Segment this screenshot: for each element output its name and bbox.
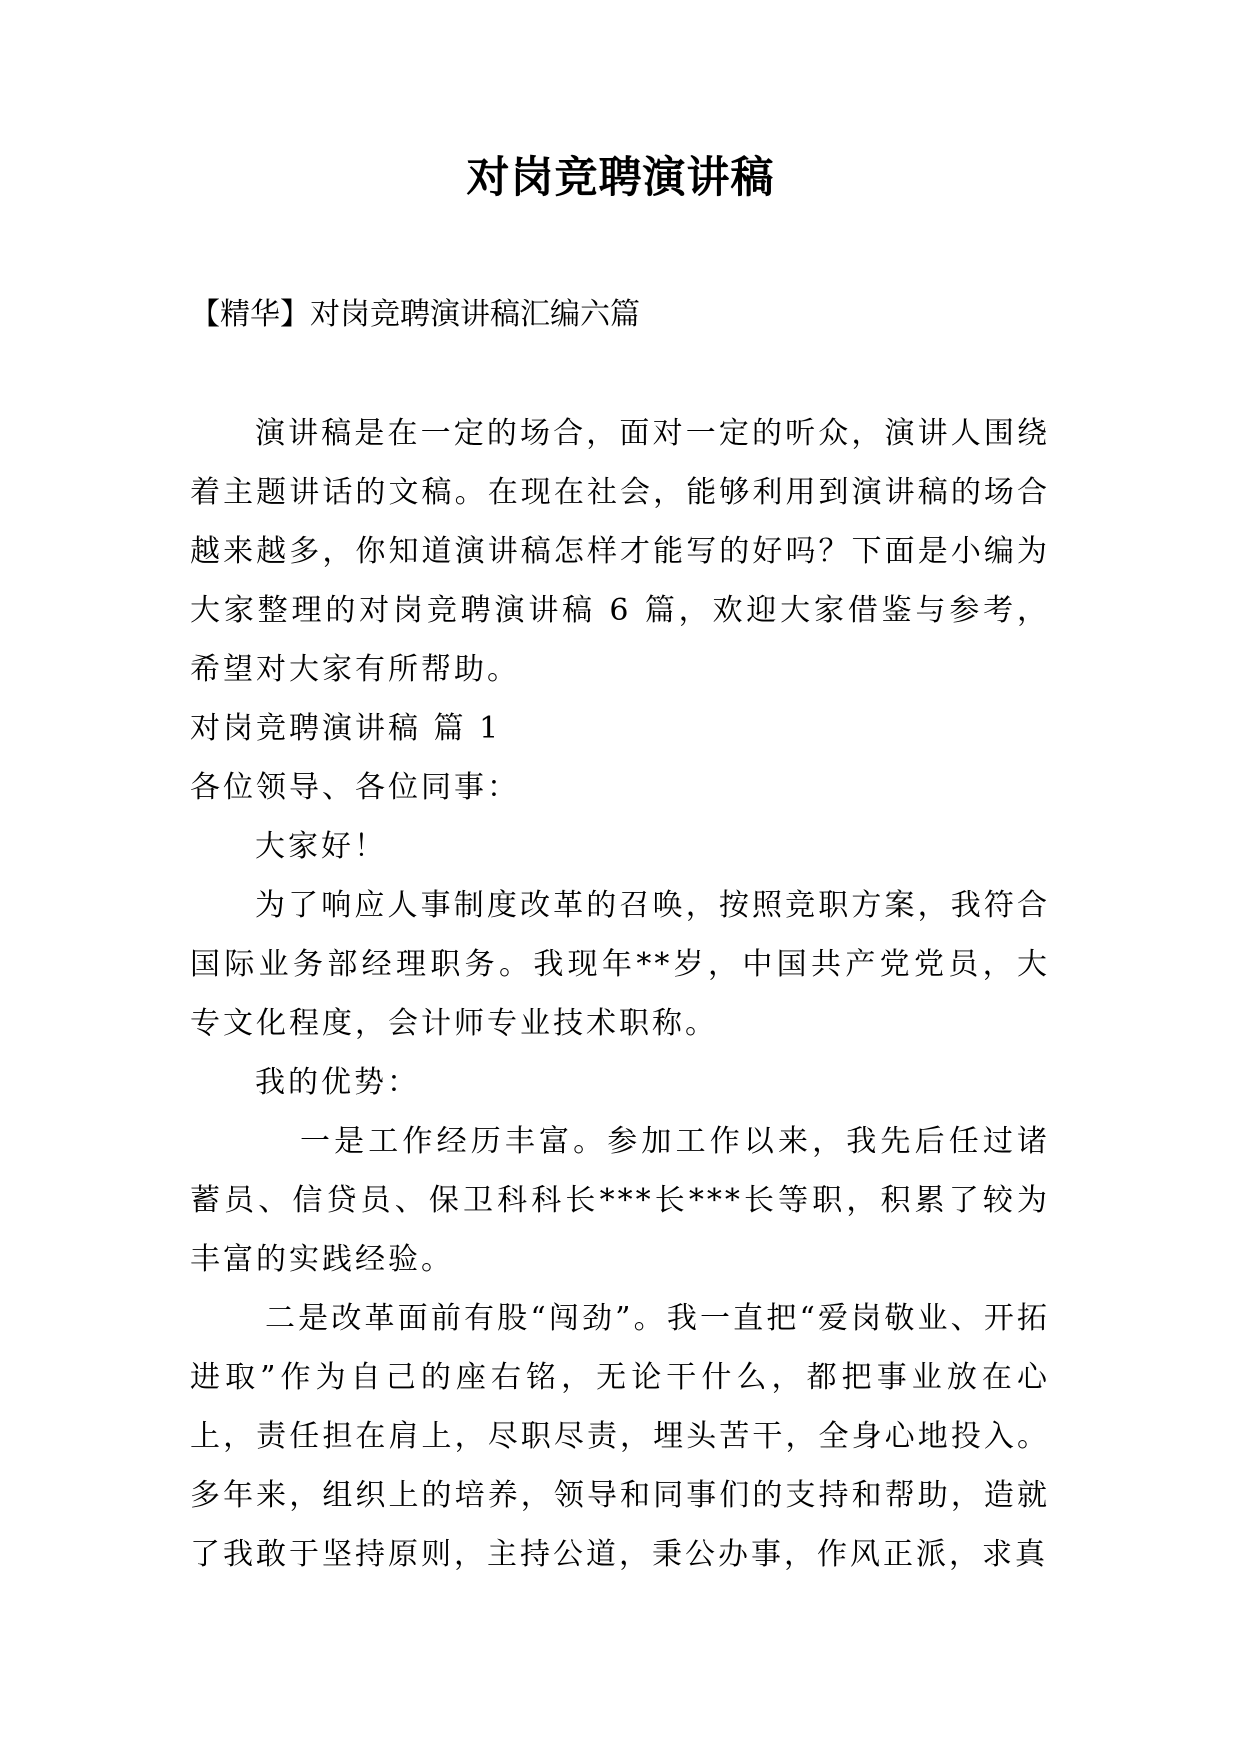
document-subtitle: 【精华】对岗竞聘演讲稿汇编六篇 bbox=[190, 297, 640, 332]
section-heading: 对岗竞聘演讲稿 篇 1 bbox=[190, 711, 502, 746]
body-paragraph: 二是改革面前有股“闯劲”。我一直把“爱岗敬业、开拓进取”作为自己的座右铭，无论干什么，都把事业放在心上，责任担在肩上，尽职尽责，埋头苦干，全身心地投入。多年来，组织上的培养，领导和同事们的支持和帮助，造就了我敢于坚持原则，主持公道，秉公办事，作风正派，求真 bbox=[190, 1301, 1050, 1572]
body-paragraph: 为了响应人事制度改革的召唤，按照竞职方案，我符合国际业务部经理职务。我现年**岁，中国共产党党员，大专文化程度，会计师专业技术职称。 bbox=[190, 888, 1050, 1041]
page-title: 对岗竞聘演讲稿 bbox=[466, 153, 775, 203]
intro-paragraph: 演讲稿是在一定的场合，面对一定的听众，演讲人围绕着主题讲话的文稿。在现在社会，能够利用到演讲稿的场合越来越多，你知道演讲稿怎样才能写的好吗？下面是小编为大家整理的对岗竞聘演讲稿 6 篇，欢迎大家借鉴与参考，希望对大家有所帮助。 bbox=[190, 416, 1050, 687]
greeting: 大家好！ bbox=[255, 829, 387, 864]
document-body bbox=[190, 404, 1050, 1584]
salutation: 各位领导、各位同事： bbox=[190, 770, 520, 805]
body-paragraph: 一是工作经历丰富。参加工作以来，我先后任过诸蓄员、信贷员、保卫科科长***长***长等职，积累了较为丰富的实践经验。 bbox=[190, 1124, 1050, 1277]
advantages-heading: 我的优势： bbox=[255, 1065, 420, 1100]
